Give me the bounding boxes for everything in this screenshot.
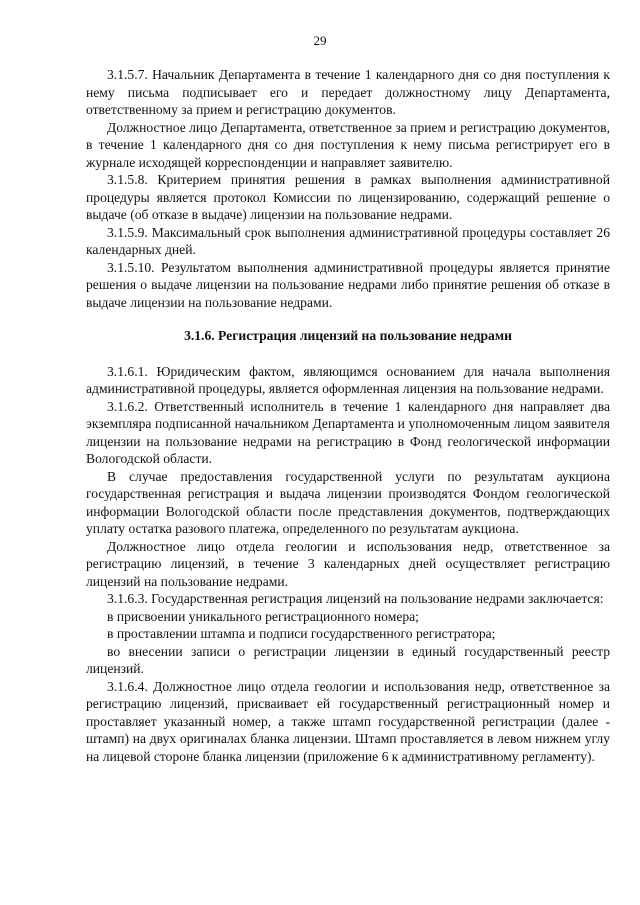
list-item-registration-number: в присвоении уникального регистрационного номера; (107, 608, 419, 624)
paragraph-3-1-6-3: 3.1.6.3. Государственная регистрация лицензий на пользование недрами заключается: (107, 591, 604, 606)
document-body (86, 66, 610, 765)
paragraph-3-1-5-8: 3.1.5.8. Критерием принятия решения в рамках выполнения административной процедуры является протокол Комиссии по лицензированию, содержащий решение о выдаче (об отказе в выдаче) лицензии на пользование недрами. (86, 172, 610, 222)
paragraph-geology-officer: Должностное лицо отдела геологии и использования недр, ответственное за регистрацию лицензий, в течение 3 календарных дней осуществляет регистрацию лицензий на пользование недрами. (86, 538, 610, 589)
page-number: 29 (313, 33, 327, 48)
paragraph-3-1-6-4: 3.1.6.4. Должностное лицо отдела геологии и использования недр, ответственное за регистрацию лицензий, присваивает ей государственный регистрационный номер и проставляет указанный номер, а также штамп государственной регистрации (далее - штамп) на двух оригиналах бланка лицензии. Штамп проставляется в левом нижнем углу на лицевой стороне бланка лицензии (приложение 6 к административному регламенту). (86, 678, 610, 764)
paragraph-department-registration: Должностное лицо Департамента, ответственное за прием и регистрацию документов, в течение 1 календарного дня со дня поступления к нему письма регистрирует его в журнале исходящей корреспонденции и направляет заявителю. (86, 119, 611, 170)
section-heading: 3.1.6. Регистрация лицензий на пользование недрами (184, 328, 512, 343)
paragraph-auction-case: В случае предоставления государственной услуги по результатам аукциона государственная регистрация и выдача лицензии производятся Фондом геологической информации Вологодской области после представления документов, подтверждающих уплату остатка разового платежа, определенного по результатам аукциона. (86, 468, 610, 536)
paragraph-3-1-6-2: 3.1.6.2. Ответственный исполнитель в течение 1 календарного дня направляет два экземпляра подписанной начальником Департамента и уполномоченным лицом заявителя лицензии на пользование недрами на регистрацию в Фонд геологической информации Вологодской области. (86, 398, 610, 466)
paragraph-3-1-5-7: 3.1.5.7. Начальник Департамента в течение 1 календарного дня со дня поступления к нему письма подписывает его и передает должностному лицу Департамента, ответственному за прием и регистрацию документов. (86, 67, 610, 117)
list-item-stamp-signature: в проставлении штампа и подписи государственного регистратора; (107, 626, 496, 641)
paragraph-3-1-5-10: 3.1.5.10. Результатом выполнения административной процедуры является принятие решения о выдаче лицензии на пользование недрами либо принятие решения об отказе в выдаче лицензии на пользование недрами. (86, 259, 610, 310)
paragraph-3-1-6-1: 3.1.6.1. Юридическим фактом, являющимся основанием для начала выполнения административной процедуры, является оформленная лицензия на пользование недрами. (86, 363, 610, 396)
list-item-registry-entry: во внесении записи о регистрации лицензии в единый государственный реестр лицензий. (86, 643, 610, 676)
paragraph-3-1-5-9: 3.1.5.9. Максимальный срок выполнения административной процедуры составляет 26 календарных дней. (86, 224, 610, 257)
